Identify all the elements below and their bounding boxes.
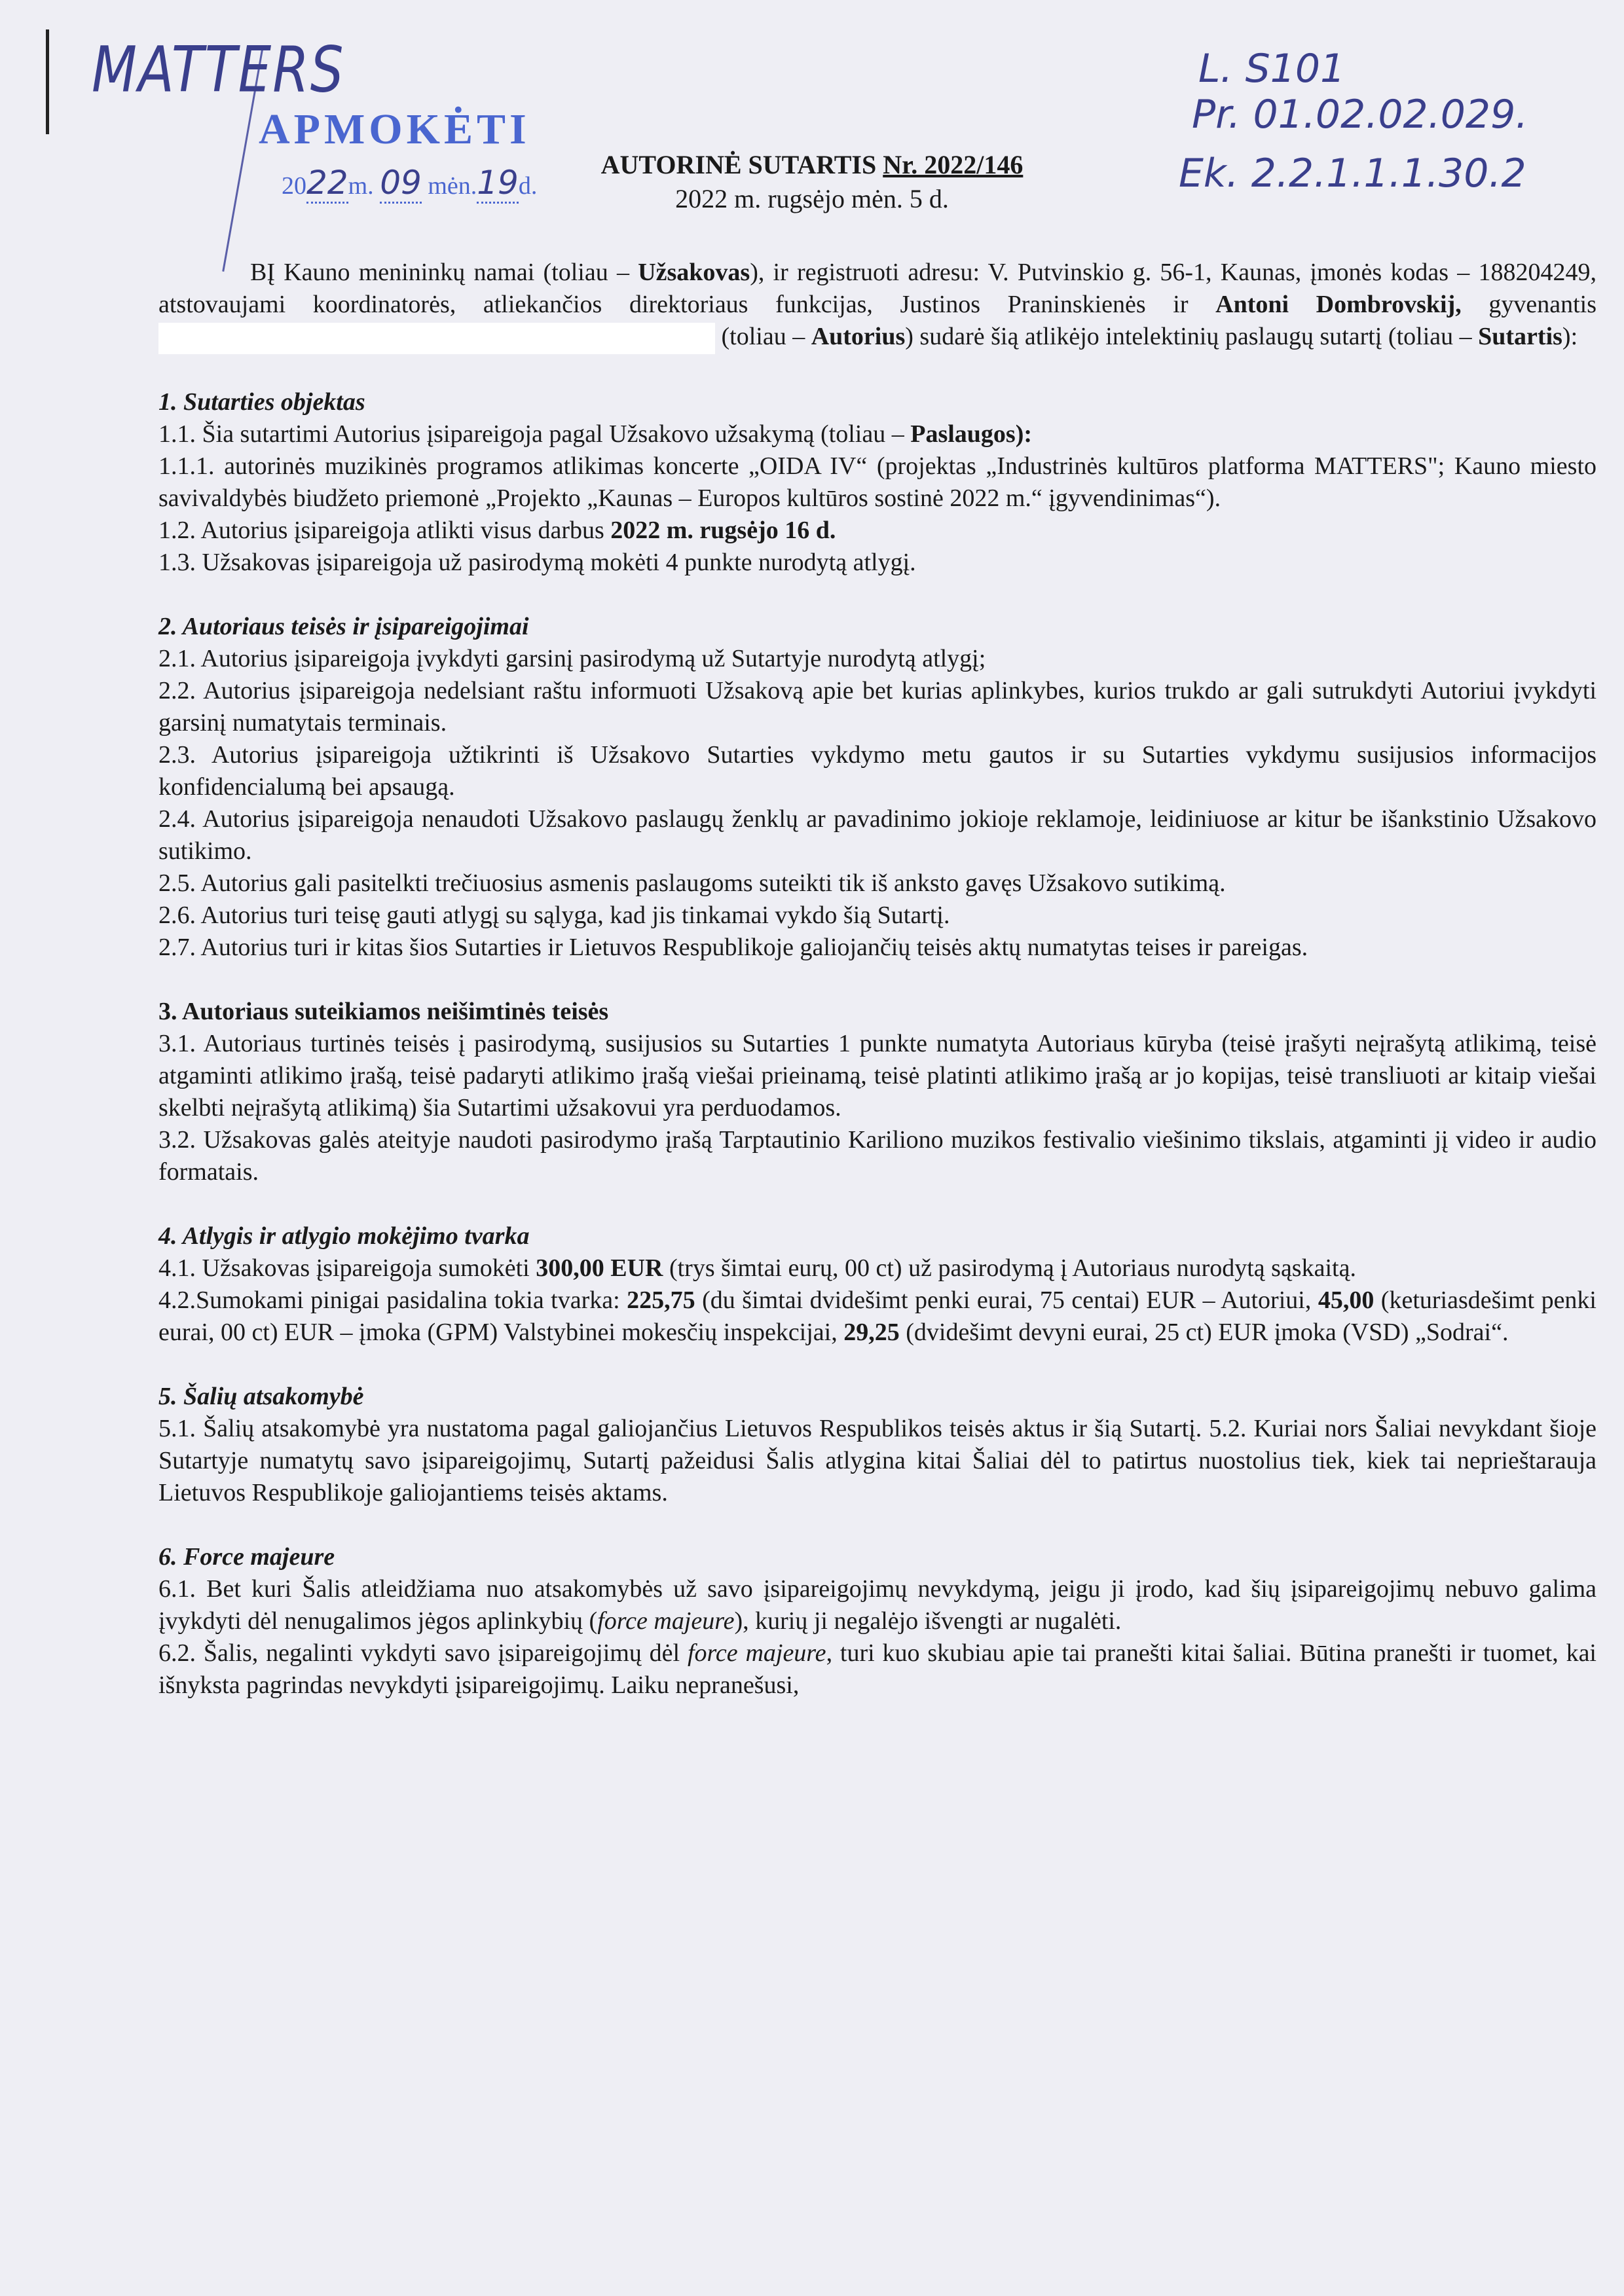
contract-number: Nr. 2022/146 (883, 150, 1024, 179)
text-segment: 1.2. Autorius įsipareigoja atlikti visus darbus (158, 517, 611, 545)
bold-text: Autorius (811, 323, 906, 350)
text-segment: ), kurių ji negalėjo išvengti ar nugalėti. (734, 1607, 1122, 1635)
text-segment: (du šimtai dvidešimt penki eurai, 75 centai) EUR – Autoriui, (695, 1286, 1318, 1315)
stamp-year-prefix: 20 (282, 172, 306, 200)
bold-text: Antoni Dombrovskij, (1215, 291, 1462, 318)
clause (158, 1573, 1596, 1637)
text-segment: 2.7. Autorius turi ir kitas šios Sutarties ir Lietuvos Respublikoje galiojančių teisės aktų numatytas teises ir pareigas. (158, 934, 1308, 962)
bold-text: 225,75 (627, 1286, 695, 1315)
text-segment: 6.2. Šalis, negalinti vykdyti savo įsipareigojimų dėl (158, 1639, 688, 1667)
text-segment: force majeure (597, 1607, 735, 1635)
text-segment: 5.1. Šalių atsakomybė yra nustatoma pagal galiojančius Lietuvos Respublikos teisės aktus ir šią Sutartį. 5.2. Kuriai nors Šaliai nevykdant šioje Sutartyje numatytų savo įsipareigojimų, Sutartį pažeidusi Šalis atlygina kitai Šaliai dėl to patirtus nuostolius tiek, kiek tai neprieštarauja Lietuvos Respublikoje galiojantiems teisės aktams. (158, 1415, 1596, 1507)
clause (158, 739, 1596, 803)
clause (158, 900, 1596, 932)
handwritten-project-note: MATTERS (92, 33, 345, 107)
bold-text: 2022 m. rugsėjo 16 d. (610, 517, 836, 545)
text-segment: 1.1. Šia sutartimi Autorius įsipareigoja pagal Užsakovo užsakymą (toliau – (158, 420, 911, 448)
text-segment: 2.1. Autorius įsipareigoja įvykdyti garsinį pasirodymą už Sutartyje nurodytą atlygį; (158, 645, 986, 673)
document-body (158, 257, 1596, 1702)
text-segment: ): (1562, 323, 1578, 350)
handwritten-register-3: Ek. 2.2.1.1.1.30.2 (1179, 151, 1526, 196)
text-segment: 3.2. Užsakovas galės ateityje naudoti pasirodymo įrašą Tarptautinio Kariliono muzikos festivalio viešinimo tikslais, atgaminti jį video ir audio formatais. (158, 1126, 1596, 1186)
section-heading: 1. Sutarties objektas (158, 388, 365, 416)
clause (158, 643, 1596, 675)
scan-edge (46, 29, 49, 134)
section-heading: 2. Autoriaus teisės ir įsipareigojimai (158, 613, 529, 641)
text-segment: BĮ Kauno menininkų namai (toliau – (250, 259, 638, 286)
title-text: AUTORINĖ SUTARTIS (600, 150, 883, 179)
text-segment: 1.3. Užsakovas įsipareigoja už pasirodymą mokėti 4 punkte nurodytą atlygį. (158, 549, 916, 577)
stamp-m: m. (348, 172, 374, 200)
clause (158, 1285, 1596, 1349)
clause (158, 547, 1596, 579)
clause (158, 1252, 1596, 1285)
section-heading: 4. Atlygis ir atlygio mokėjimo tvarka (158, 1222, 530, 1250)
stamp-men: mėn. (428, 172, 477, 200)
text-segment: 2.6. Autorius turi teisę gauti atlygį su sąlyga, kad jis tinkamai vykdo šią Sutartį. (158, 902, 950, 930)
intro-paragraph (158, 257, 1596, 354)
clause (158, 450, 1596, 515)
text-segment: force majeure (687, 1639, 826, 1667)
text-segment: (dvidešimt devyni eurai, 25 ct) EUR įmoka (VSD) „Sodrai“. (899, 1319, 1509, 1347)
clause (158, 1413, 1596, 1509)
stamp-month: 09 (380, 164, 422, 204)
stamp-year: 22 (306, 164, 348, 204)
bold-text: 29,25 (843, 1319, 900, 1347)
paid-stamp: APMOKĖTI (259, 105, 530, 153)
handwritten-register-1: L. S101 (1198, 46, 1346, 92)
document-date: 2022 m. rugsėjo mėn. 5 d. (675, 184, 949, 213)
text-segment: 2.5. Autorius gali pasitelkti trečiuosius asmenis paslaugoms suteikti tik iš anksto gavęs Užsakovo sutikimą. (158, 869, 1226, 898)
text-segment: (toliau – (715, 323, 811, 350)
handwritten-register-2: Pr. 01.02.02.029. (1192, 92, 1528, 137)
text-segment: , turi kuo skubiau apie tai pranešti kitai šaliai. Būtina pranešti ir tuomet, kai išnyksta pagrindas nevykdyti įsipareigojimų. Laiku nepranešusi, (158, 1639, 1596, 1700)
text-segment: (keturiasdešimt penki eurai, 00 ct) EUR – įmoka (GPM) Valstybinei mokesčių inspekcijai, (158, 1286, 1596, 1347)
clause (158, 1028, 1596, 1124)
text-segment: 2.2. Autorius įsipareigoja nedelsiant raštu informuoti Užsakovą apie bet kurias aplinkybes, kurios trukdo ar gali sutrukdyti Autoriui įvykdyti garsinį numatytais terminais. (158, 677, 1596, 737)
bold-text: Paslaugos): (910, 420, 1033, 448)
clause (158, 1124, 1596, 1188)
clause (158, 1637, 1596, 1702)
clause (158, 675, 1596, 739)
clause (158, 932, 1596, 964)
text-segment: 1.1.1. autorinės muzikinės programos atlikimas koncerte „OIDA IV“ (projektas „Industrinės kultūros platforma MATTERS"; Kauno miesto savivaldybės biudžeto priemonė „Projekto „Kaunas – Europos kultūros sostinė 2022 m.“ įgyvendinimas“). (158, 452, 1596, 513)
bold-text: Sutartis (1478, 323, 1562, 350)
stamp-day: 19 (477, 164, 519, 204)
clause (158, 803, 1596, 867)
section-heading: 3. Autoriaus suteikiamos neišimtinės teisės (158, 998, 609, 1026)
clause (158, 867, 1596, 900)
clause (158, 418, 1596, 450)
document-title (0, 149, 1624, 180)
text-segment: 4.2.Sumokami pinigai pasidalina tokia tvarka: (158, 1286, 627, 1315)
text-segment: gyvenantis (1461, 291, 1596, 318)
redacted-address (158, 323, 715, 354)
section-heading: 6. Force majeure (158, 1543, 335, 1571)
bold-text: Užsakovas (638, 259, 750, 286)
text-segment: 3.1. Autoriaus turtinės teisės į pasirodymą, susijusios su Sutarties 1 punkte numatyta Autoriaus kūryba (teisė įrašyti neįrašytą atlikimą, teisė atgaminti atlikimo įrašą, teisė padaryti atlikimo įrašą viešai prieinamą, teisė platinti atlikimo įrašą ar jo kopijas, teisė transliuoti ar kitaip viešai skelbti neįrašytą atlikimą) šia Sutartimi užsakovui yra perduodamos. (158, 1030, 1596, 1122)
clause (158, 515, 1596, 547)
text-segment: 4.1. Užsakovas įsipareigoja sumokėti (158, 1254, 536, 1283)
sections (158, 386, 1596, 1702)
text-segment: 2.4. Autorius įsipareigoja nenaudoti Užsakovo paslaugų ženklų ar pavadinimo jokioje reklamoje, leidiniuose ar kitur be išankstinio Užsakovo sutikimo. (158, 805, 1596, 866)
text-segment: 2.3. Autorius įsipareigoja užtikrinti iš Užsakovo Sutarties vykdymo metu gautos ir su Sutarties vykdymu susijusios informacijos konfidencialumą bei apsaugą. (158, 741, 1596, 801)
bold-text: 45,00 (1318, 1286, 1375, 1315)
text-segment: ), ir registruoti adresu: V. Putvinskio g. 56-1, Kaunas, įmonės kodas – 188204249, atstovaujami koordinatorės, atliekančios direktoriaus funkcijas, Justinos Praninskienės ir (158, 259, 1596, 318)
text-segment: ) sudarė šią atlikėjo intelektinių paslaugų sutartį (toliau – (905, 323, 1479, 350)
stamp-d: d. (518, 172, 538, 200)
bold-text: 300,00 EUR (536, 1254, 663, 1283)
text-segment: (trys šimtai eurų, 00 ct) už pasirodymą į Autoriaus nurodytą sąskaitą. (663, 1254, 1356, 1283)
section-heading: 5. Šalių atsakomybė (158, 1383, 364, 1411)
text-segment: 6.1. Bet kuri Šalis atleidžiama nuo atsakomybės už savo įsipareigojimų nevykdymą, jeigu ji įrodo, kad šių įsipareigojimų nebuvo galima įvykdyti dėl nenugalimos jėgos aplinkybių ( (158, 1575, 1596, 1635)
